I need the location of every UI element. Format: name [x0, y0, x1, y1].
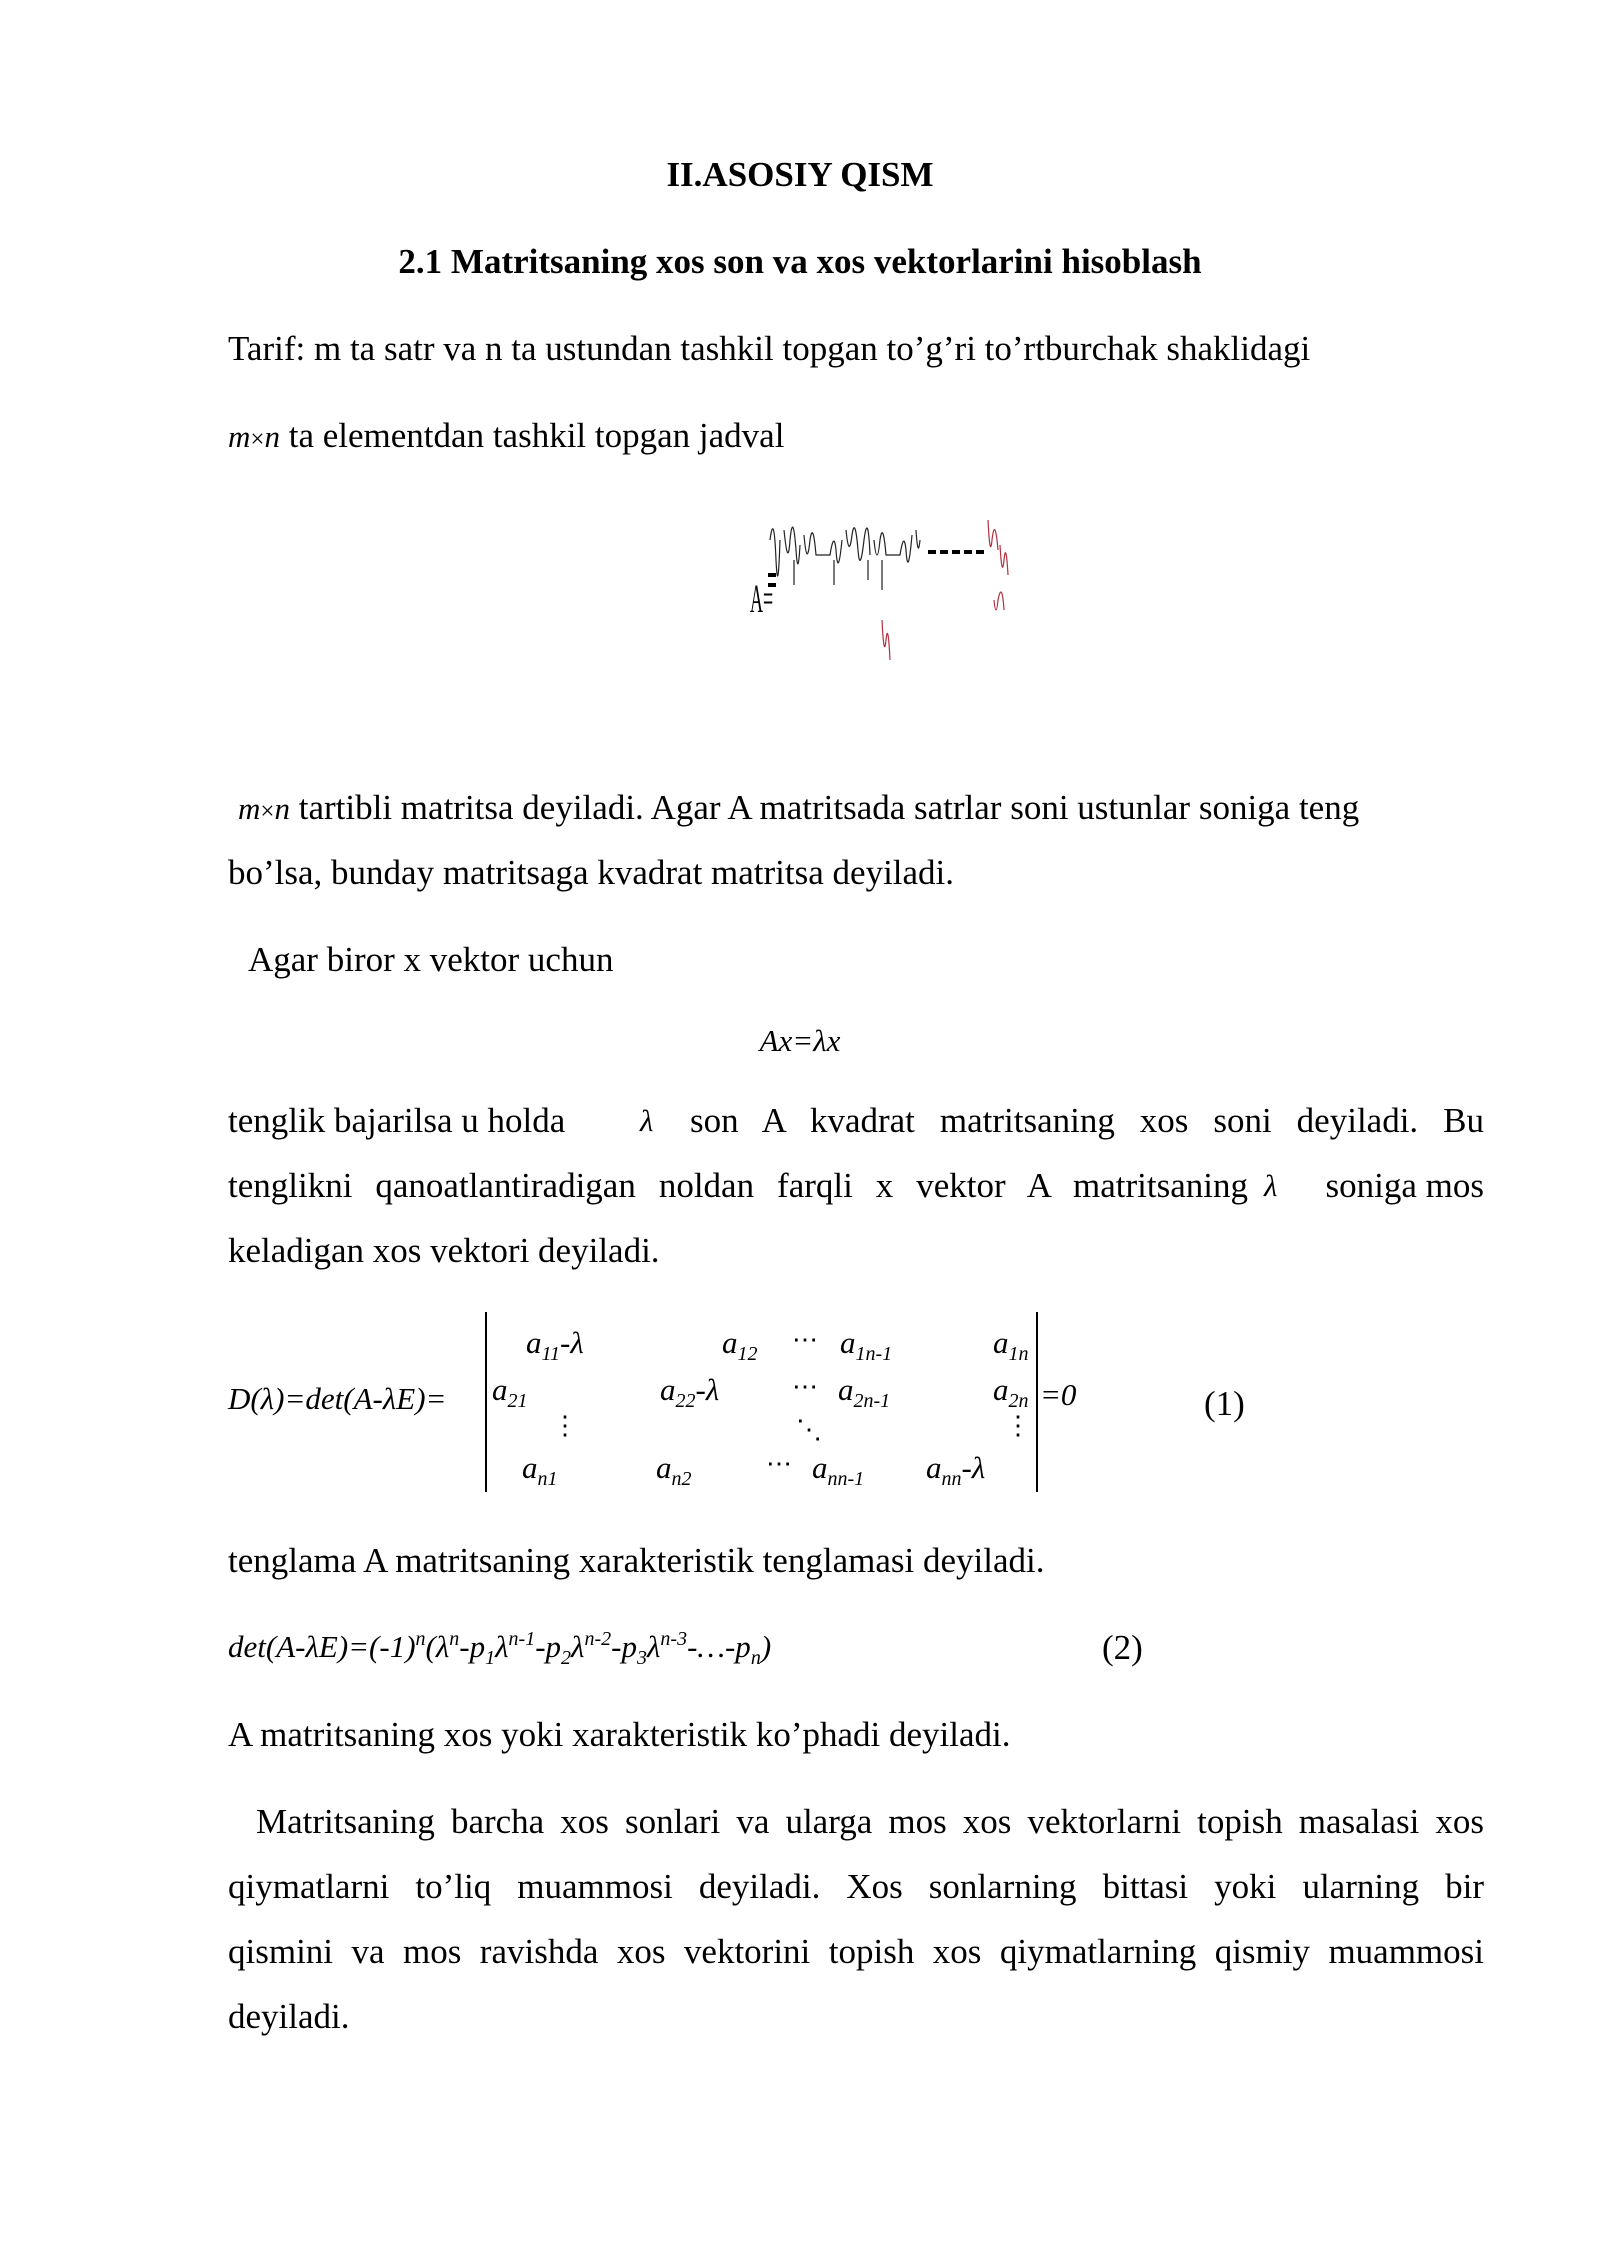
- cell-a1n: $a_{1n}$: [993, 1325, 1029, 1365]
- section-heading: II.ASOSIY QISM: [666, 155, 934, 194]
- paragraph-4-line-3: keladigan xos vektori deyiladi.: [228, 1231, 660, 1270]
- paragraph-3: Agar biror x vektor uchun: [248, 940, 614, 979]
- det-bar-right: [1036, 1312, 1038, 1492]
- cell-a2n: $a_{2n}$: [993, 1372, 1029, 1412]
- subsection-heading: 2.1 Matritsaning xos son va xos vektorlarini hisoblash: [398, 242, 1202, 281]
- mxn-m-2: m: [238, 791, 261, 826]
- paragraph-7-line-1: Matritsaning barcha xos sonlari va ularga mos xos vektorlarni topish masalasi xos: [256, 1802, 1484, 1841]
- cell-a12: $a_{12}$: [722, 1325, 758, 1365]
- paragraph-7-line-4: deyiladi.: [228, 1997, 350, 2036]
- matrix-image-label: A=: [750, 575, 774, 622]
- cell-ann: $a_{nn}-\lambda$: [926, 1450, 986, 1490]
- definition-line-1: Tarif: m ta satr va n ta ustundan tashkil topgan to’g’ri to’rtburchak shaklidagi: [228, 329, 1311, 368]
- cell-a1n-1: $a_{1n-1}$: [840, 1325, 893, 1365]
- cell-an2: $a_{n2}$: [656, 1450, 692, 1490]
- paragraph-2-line-1-text: tartibli matritsa deyiladi. Agar A matritsada satrlar soni ustunlar soniga teng: [290, 788, 1360, 827]
- paragraph-4-line-2: [228, 1163, 1484, 1209]
- p4-l1b: son A kvadrat matritsaning xos soni deyiladi. Bu: [690, 1101, 1484, 1140]
- p4-l2b: soniga mos: [1325, 1166, 1484, 1205]
- cell-a22: $a_{22}-\lambda$: [660, 1372, 720, 1412]
- hdots-row1: ⋯: [792, 1325, 818, 1354]
- paragraph-5: tenglama A matritsaning xarakteristik tenglamasi deyiladi.: [228, 1541, 1045, 1580]
- cell-ann-1: $a_{nn-1}$: [812, 1450, 865, 1490]
- eq1-lhs: D(λ)=det(A-λE)=: [228, 1381, 447, 1416]
- equation-2-number: (2): [1102, 1628, 1143, 1667]
- mxn-times: ×: [250, 426, 265, 453]
- mxn-times-2: ×: [260, 798, 275, 825]
- equation-2: $\det(A-\lambda E)=(-1)^n(\lambda^n-p_1\lambda^{n-1}-p_2\lambda^{n-2}-p_3\lambda^{n-3}-\dots-p_n)$: [228, 1628, 772, 1669]
- cell-a2n-1: $a_{2n-1}$: [838, 1372, 891, 1412]
- mxn-n: n: [264, 419, 280, 454]
- eq1-rhs: =0: [1040, 1377, 1077, 1412]
- vdots-col1: ⋮: [552, 1411, 578, 1440]
- matrix-image: [750, 500, 1020, 700]
- hdots-rown: ⋯: [766, 1449, 792, 1478]
- paragraph-7-line-2: qiymatlarni to’liq muammosi deyiladi. Xos sonlarning bittasi yoki ularning bir: [228, 1867, 1484, 1906]
- paragraph-2-line-2: bo’lsa, bunday matritsaga kvadrat matritsa deyiladi.: [228, 853, 955, 892]
- cell-an1: $a_{n1}$: [522, 1450, 558, 1490]
- cell-a21: $a_{21}$: [492, 1372, 528, 1412]
- hdots-row2: ⋯: [792, 1372, 818, 1401]
- paragraph-2-line-1: [238, 785, 1359, 835]
- ddots: ⋱: [796, 1415, 822, 1444]
- definition-line-2: [228, 413, 784, 463]
- mxn-n-2: n: [274, 791, 290, 826]
- p4-l2a: tenglikni qanoatlantiradigan noldan farqli x vektor A matritsaning: [228, 1166, 1248, 1205]
- mxn-m: m: [228, 419, 251, 454]
- paragraph-4-line-1: [228, 1098, 1484, 1144]
- p4-l1a: tenglik bajarilsa u holda: [228, 1101, 566, 1140]
- paragraph-7-line-3: qismini va mos ravishda xos vektorini topish xos qiymatlarning qismiy muammosi: [228, 1932, 1484, 1971]
- lambda-symbol-1: λ: [640, 1103, 654, 1138]
- cell-a11: $a_{11}-\lambda$: [526, 1325, 584, 1365]
- equation-1-number: (1): [1204, 1384, 1245, 1423]
- lambda-symbol-2: λ: [1264, 1168, 1278, 1203]
- equation-ax-lambda-x: Ax=λx: [759, 1023, 841, 1058]
- definition-line-2-text: ta elementdan tashkil topgan jadval: [280, 416, 785, 455]
- vdots-coln: ⋮: [1005, 1411, 1031, 1440]
- det-bar-left: [485, 1312, 487, 1492]
- paragraph-6: A matritsaning xos yoki xarakteristik ko’phadi deyiladi.: [228, 1715, 1011, 1754]
